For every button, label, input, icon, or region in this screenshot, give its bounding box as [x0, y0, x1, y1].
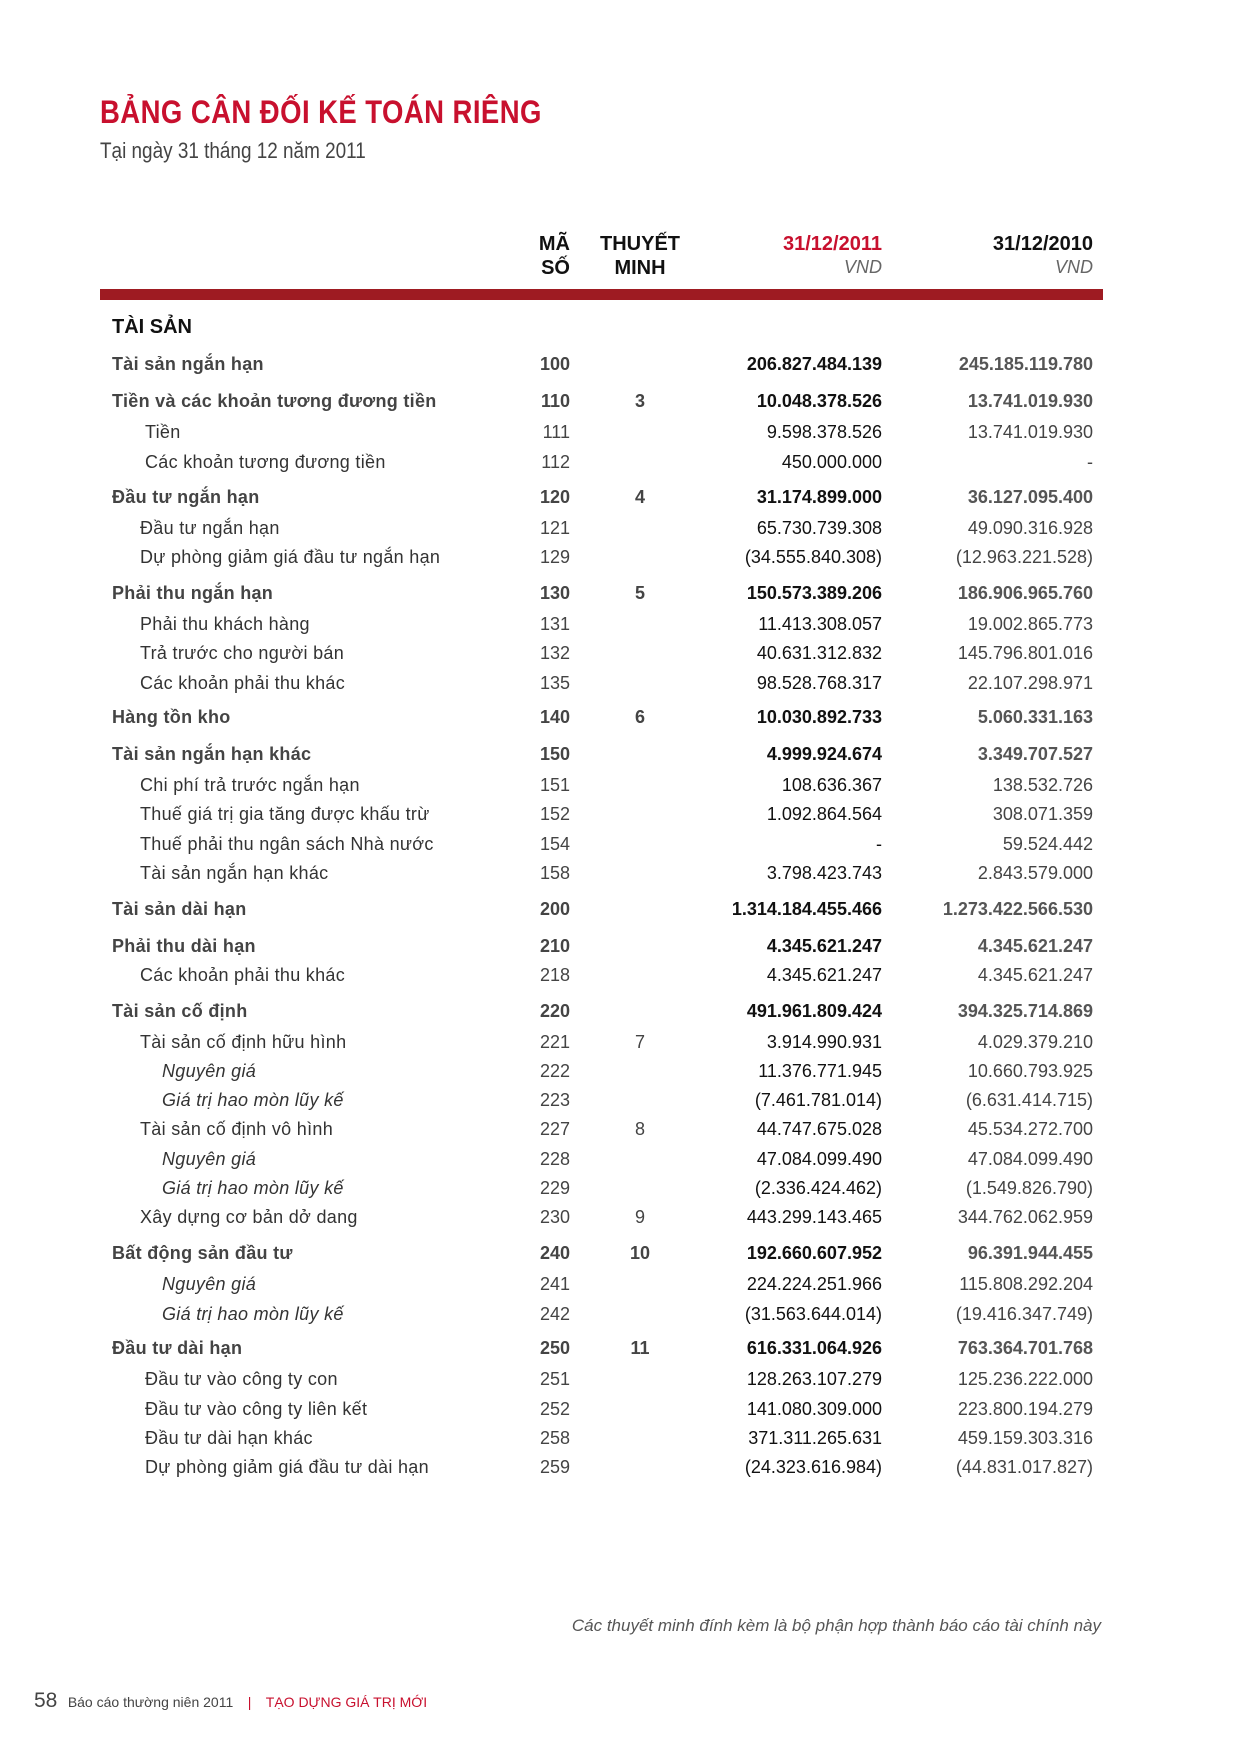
row-value-2010: 36.127.095.400 — [967, 487, 1093, 507]
row-label: Đầu tư vào công ty con — [145, 1369, 338, 1389]
row-label: Đầu tư ngắn hạn — [140, 518, 280, 538]
row-value-2010: 22.107.298.971 — [967, 673, 1093, 693]
row-label: Thuế giá trị gia tăng được khấu trừ — [140, 804, 430, 824]
row-value-2010: 125.236.222.000 — [957, 1369, 1093, 1389]
row-value-2010: 459.159.303.316 — [957, 1428, 1093, 1448]
row-value-2011: (2.336.424.462) — [754, 1178, 882, 1198]
row-code: 221 — [539, 1032, 570, 1052]
row-label: Giá trị hao mòn lũy kế — [162, 1178, 344, 1198]
table-row — [0, 544, 1241, 570]
table-row — [0, 419, 1241, 445]
row-value-2011: 141.080.309.000 — [746, 1399, 882, 1419]
row-value-2010: 13.741.019.930 — [967, 391, 1093, 411]
row-value-2011: 98.528.768.317 — [756, 673, 882, 693]
footer-slogan: TẠO DỰNG GIÁ TRỊ MỚI — [265, 1694, 428, 1710]
row-value-2010: (12.963.221.528) — [955, 547, 1093, 567]
row-label: Hàng tồn kho — [112, 707, 231, 727]
row-label: Tài sản dài hạn — [112, 899, 247, 919]
row-value-2011: 150.573.389.206 — [746, 583, 882, 603]
row-code: 131 — [539, 614, 570, 634]
row-code: 158 — [539, 863, 570, 883]
row-label: Đầu tư ngắn hạn — [112, 487, 260, 507]
column-header-note — [580, 232, 700, 280]
table-row — [0, 611, 1241, 637]
row-code: 210 — [539, 936, 570, 956]
row-note: 7 — [634, 1032, 645, 1052]
row-value-2011: 65.730.739.308 — [756, 518, 882, 538]
row-value-2011: 47.084.099.490 — [756, 1149, 882, 1169]
row-value-2011: 4.345.621.247 — [766, 936, 882, 956]
row-value-2011: 128.263.107.279 — [746, 1369, 882, 1389]
row-label: Dự phòng giảm giá đầu tư ngắn hạn — [140, 547, 441, 567]
row-value-2010: 344.762.062.959 — [957, 1207, 1093, 1227]
row-value-2011: 108.636.367 — [781, 775, 882, 795]
row-label: Tiền và các khoản tương đương tiền — [112, 391, 437, 411]
row-label: Trả trước cho người bán — [140, 643, 345, 663]
row-value-2010: 138.532.726 — [992, 775, 1093, 795]
row-value-2010: 763.364.701.768 — [957, 1338, 1093, 1358]
table-row — [0, 933, 1241, 959]
row-code: 100 — [539, 354, 570, 374]
row-value-2011: 443.299.143.465 — [746, 1207, 882, 1227]
row-code: 240 — [539, 1243, 570, 1263]
row-value-2011: 9.598.378.526 — [766, 422, 882, 442]
row-value-2011: 491.961.809.424 — [746, 1001, 882, 1021]
row-value-2011: (7.461.781.014) — [754, 1090, 882, 1110]
row-code: 223 — [539, 1090, 570, 1110]
table-row — [0, 1116, 1241, 1142]
row-value-2011: 224.224.251.966 — [746, 1274, 882, 1294]
row-value-2010: 245.185.119.780 — [958, 354, 1093, 374]
table-row — [0, 1396, 1241, 1422]
table-row — [0, 962, 1241, 988]
row-label: Tài sản ngắn hạn khác — [112, 744, 312, 764]
row-note: 10 — [629, 1243, 651, 1263]
page-subtitle: Tại ngày 31 tháng 12 năm 2011 — [100, 138, 366, 163]
row-value-2010: 115.808.292.204 — [959, 1274, 1093, 1294]
row-value-2011: 4.999.924.674 — [766, 744, 882, 764]
header-rule — [100, 289, 1103, 300]
row-label: Đầu tư vào công ty liên kết — [145, 1399, 368, 1419]
table-row — [0, 1301, 1241, 1327]
row-label: Phải thu dài hạn — [112, 936, 256, 956]
footnote: Các thuyết minh đính kèm là bộ phận hợp thành báo cáo tài chính này — [571, 1616, 1101, 1635]
row-code: 111 — [542, 422, 570, 442]
table-row — [0, 998, 1241, 1024]
column-header-note-line1: THUYẾT — [600, 233, 680, 255]
table-row — [0, 1058, 1241, 1084]
row-note: 5 — [634, 583, 645, 603]
row-note: 11 — [630, 1338, 650, 1358]
row-code: 130 — [539, 583, 570, 603]
row-value-2011: (24.323.616.984) — [744, 1457, 882, 1477]
row-value-2010: (44.831.017.827) — [955, 1457, 1093, 1477]
row-code: 112 — [541, 452, 570, 472]
row-code: 229 — [539, 1178, 570, 1198]
table-row — [0, 1240, 1241, 1266]
row-label: Đầu tư dài hạn khác — [145, 1428, 313, 1448]
row-value-2011: 40.631.312.832 — [756, 643, 882, 663]
report-name: Báo cáo thường niên 2011 — [67, 1694, 234, 1710]
row-label: Nguyên giá — [162, 1061, 257, 1081]
row-code: 154 — [539, 834, 570, 854]
row-code: 152 — [539, 804, 570, 824]
row-value-2010: 10.660.793.925 — [967, 1061, 1093, 1081]
row-value-2011: 450.000.000 — [781, 452, 882, 472]
row-code: 121 — [539, 518, 570, 538]
row-label: Tài sản cố định — [112, 1001, 248, 1021]
column-header-code-line1: MÃ — [538, 233, 570, 255]
row-label: Các khoản phải thu khác — [140, 673, 346, 693]
table-row — [0, 1271, 1241, 1297]
row-value-2011: 3.914.990.931 — [766, 1032, 882, 1052]
row-code: 129 — [539, 547, 570, 567]
row-value-2011: 1.092.864.564 — [766, 804, 882, 824]
table-row — [0, 801, 1241, 827]
section-title: TÀI SẢN — [112, 316, 192, 338]
row-value-2010: 186.906.965.760 — [957, 583, 1093, 603]
table-row — [0, 831, 1241, 857]
row-label: Tài sản ngắn hạn — [112, 354, 264, 374]
table-row — [0, 1029, 1241, 1055]
table-row — [0, 1425, 1241, 1451]
table-row — [0, 640, 1241, 666]
row-label: Nguyên giá — [162, 1274, 257, 1294]
row-value-2011: 44.747.675.028 — [756, 1119, 882, 1139]
row-label: Tiền — [145, 422, 181, 442]
row-note: 8 — [634, 1119, 645, 1139]
row-code: 222 — [539, 1061, 570, 1081]
row-label: Các khoản phải thu khác — [140, 965, 346, 985]
table-row — [0, 1366, 1241, 1392]
row-code: 110 — [540, 391, 570, 411]
row-value-2010: 145.796.801.016 — [957, 643, 1093, 663]
table-row — [0, 670, 1241, 696]
row-value-2011: 4.345.621.247 — [766, 965, 882, 985]
row-value-2010: 1.273.422.566.530 — [942, 899, 1093, 919]
row-value-2010: 4.029.379.210 — [977, 1032, 1093, 1052]
table-row — [0, 484, 1241, 510]
column-unit-current: VND — [843, 257, 882, 277]
row-value-2011: 11.376.771.945 — [758, 1061, 882, 1081]
row-value-2010: 4.345.621.247 — [977, 965, 1093, 985]
row-label: Phải thu khách hàng — [140, 614, 310, 634]
row-label: Dự phòng giảm giá đầu tư dài hạn — [145, 1457, 429, 1477]
row-code: 227 — [539, 1119, 570, 1139]
row-value-2010: 19.002.865.773 — [967, 614, 1093, 634]
row-code: 241 — [539, 1274, 570, 1294]
row-value-2011: 10.030.892.733 — [756, 707, 882, 727]
row-note: 4 — [634, 487, 645, 507]
row-code: 259 — [539, 1457, 570, 1477]
row-value-2010: 96.391.944.455 — [967, 1243, 1093, 1263]
row-label: Xây dựng cơ bản dở dang — [140, 1207, 358, 1227]
row-value-2011: 192.660.607.952 — [746, 1243, 882, 1263]
column-unit-previous: VND — [1054, 257, 1093, 277]
row-value-2011: (31.563.644.014) — [744, 1304, 882, 1324]
table-row — [0, 1335, 1241, 1361]
row-code: 120 — [539, 487, 570, 507]
row-value-2011: 1.314.184.455.466 — [731, 899, 882, 919]
row-label: Tài sản cố định vô hình — [140, 1119, 334, 1139]
row-code: 251 — [539, 1369, 570, 1389]
row-value-2010: 47.084.099.490 — [967, 1149, 1093, 1169]
column-header-previous: 31/12/2010 — [992, 233, 1093, 255]
row-value-2010: 45.534.272.700 — [967, 1119, 1093, 1139]
table-row — [0, 860, 1241, 886]
row-value-2011: 31.174.899.000 — [756, 487, 882, 507]
page-number: 58 — [34, 1689, 58, 1712]
row-value-2011: (34.555.840.308) — [744, 547, 882, 567]
row-note: 9 — [634, 1207, 645, 1227]
table-row — [0, 1087, 1241, 1113]
footer-separator: | — [247, 1694, 252, 1710]
row-code: 242 — [539, 1304, 570, 1324]
row-code: 220 — [539, 1001, 570, 1021]
row-label: Các khoản tương đương tiền — [145, 452, 386, 472]
table-row — [0, 580, 1241, 606]
row-value-2010: 223.800.194.279 — [957, 1399, 1093, 1419]
row-label: Giá trị hao mòn lũy kế — [162, 1304, 344, 1324]
table-row — [0, 896, 1241, 922]
row-code: 200 — [539, 899, 570, 919]
column-header-code — [520, 232, 570, 280]
row-label: Bất động sản đầu tư — [112, 1243, 293, 1263]
table-row — [0, 1175, 1241, 1201]
row-code: 250 — [539, 1338, 570, 1358]
row-code: 140 — [539, 707, 570, 727]
table-row — [0, 388, 1241, 414]
row-value-2011: 371.311.265.631 — [748, 1428, 882, 1448]
row-value-2011: 616.331.064.926 — [746, 1338, 882, 1358]
row-value-2010: 4.345.621.247 — [977, 936, 1093, 956]
row-note: 3 — [634, 391, 645, 411]
row-label: Đầu tư dài hạn — [112, 1338, 243, 1358]
row-value-2010: 394.325.714.869 — [957, 1001, 1093, 1021]
row-value-2011: 10.048.378.526 — [756, 391, 882, 411]
table-row — [0, 741, 1241, 767]
row-value-2010: 2.843.579.000 — [977, 863, 1093, 883]
table-row — [0, 772, 1241, 798]
row-label: Phải thu ngắn hạn — [112, 583, 274, 603]
column-header-current: 31/12/2011 — [783, 233, 882, 255]
row-code: 150 — [539, 744, 570, 764]
row-code: 218 — [539, 965, 570, 985]
row-value-2010: - — [1087, 452, 1093, 472]
row-code: 151 — [539, 775, 570, 795]
row-label: Nguyên giá — [162, 1149, 257, 1169]
row-value-2010: (19.416.347.749) — [955, 1304, 1093, 1324]
row-code: 228 — [539, 1149, 570, 1169]
table-row — [0, 449, 1241, 475]
row-value-2011: - — [876, 834, 882, 854]
table-row — [0, 1146, 1241, 1172]
row-value-2011: 11.413.308.057 — [758, 614, 882, 634]
row-label: Tài sản cố định hữu hình — [140, 1032, 347, 1052]
table-row — [0, 351, 1241, 377]
row-value-2010: (6.631.414.715) — [965, 1090, 1093, 1110]
row-code: 258 — [539, 1428, 570, 1448]
row-note: 6 — [634, 707, 645, 727]
table-row — [0, 1204, 1241, 1230]
column-header-note-line2: MINH — [614, 257, 666, 279]
row-value-2010: 5.060.331.163 — [977, 707, 1093, 727]
row-value-2011: 3.798.423.743 — [766, 863, 882, 883]
row-label: Chi phí trả trước ngắn hạn — [140, 775, 360, 795]
row-value-2011: 206.827.484.139 — [746, 354, 882, 374]
page-title: BẢNG CÂN ĐỐI KẾ TOÁN RIÊNG — [100, 94, 542, 130]
row-value-2010: (1.549.826.790) — [965, 1178, 1093, 1198]
column-header-code-line2: SỐ — [541, 257, 570, 279]
row-label: Thuế phải thu ngân sách Nhà nước — [140, 834, 434, 854]
row-value-2010: 3.349.707.527 — [977, 744, 1093, 764]
row-code: 252 — [539, 1399, 570, 1419]
row-value-2010: 59.524.442 — [1002, 834, 1093, 854]
row-value-2010: 308.071.359 — [992, 804, 1093, 824]
table-row — [0, 704, 1241, 730]
table-row — [0, 1454, 1241, 1480]
row-code: 230 — [539, 1207, 570, 1227]
row-code: 135 — [539, 673, 570, 693]
row-label: Giá trị hao mòn lũy kế — [162, 1090, 344, 1110]
row-code: 132 — [539, 643, 570, 663]
row-label: Tài sản ngắn hạn khác — [140, 863, 329, 883]
row-value-2010: 13.741.019.930 — [967, 422, 1093, 442]
table-row — [0, 515, 1241, 541]
page-footer — [34, 1689, 427, 1713]
row-value-2010: 49.090.316.928 — [967, 518, 1093, 538]
